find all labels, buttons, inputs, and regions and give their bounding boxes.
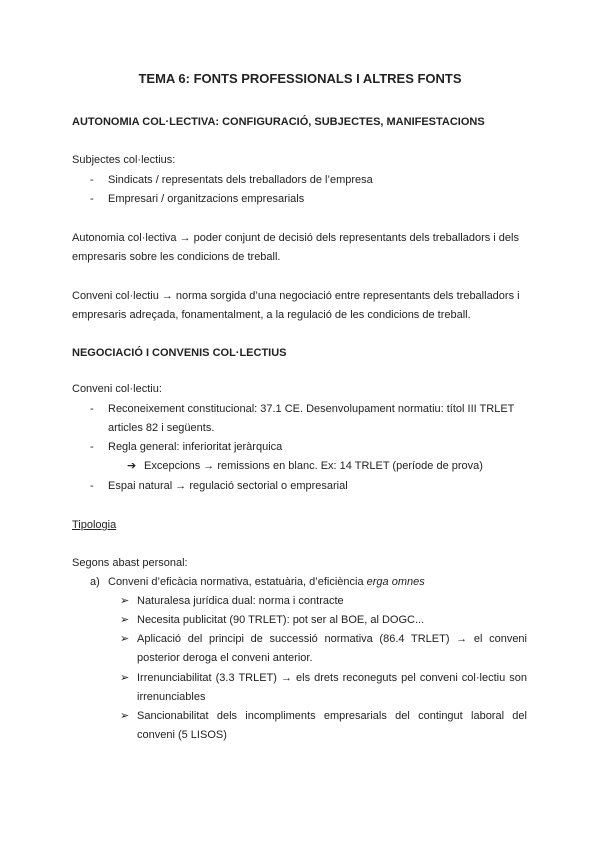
sub-list-item — [127, 457, 537, 477]
sub-list-item-text: Irrenunciabilitat (3.3 TRLET) → els drets reconeguts pel conveni col·lectiu son — [137, 672, 527, 684]
sub-list-item-text: Sancionabilitat dels incompliments empresarials del contingut laboral del — [137, 710, 527, 722]
list-item — [90, 438, 540, 458]
autonomia-paragraph-line2: empresaris sobre les condicions de treball. — [72, 251, 281, 263]
segons-intro: Segons abast personal: — [72, 557, 188, 569]
dash-marker: - — [90, 174, 94, 186]
conveni-paragraph-line1: Conveni col·lectiu → norma sorgida d’una negociació entre representants dels treballadors i — [72, 290, 520, 302]
list-item-text-cont: articles 82 i següents. — [108, 422, 215, 434]
sub-list-item — [120, 707, 540, 747]
conveni-intro: Conveni col·lectiu: — [72, 383, 162, 395]
section-heading-negociacio: NEGOCIACIÓ I CONVENIS COL·LECTIUS — [72, 347, 287, 359]
sub-list-item — [120, 611, 540, 631]
section-heading-autonomia: AUTONOMIA COL·LECTIVA: CONFIGURACIÓ, SUBJECTES, MANIFESTACIONS — [72, 116, 485, 128]
sub-list-item — [120, 592, 540, 612]
sub-list-item-text: Naturalesa jurídica dual: norma i contracte — [137, 595, 344, 607]
letter-marker: a) — [90, 576, 100, 588]
arrow-bullet-icon: ➔ — [127, 460, 137, 472]
lettered-item-a — [90, 573, 540, 593]
dash-marker: - — [90, 441, 94, 453]
list-item — [90, 190, 540, 210]
dash-marker: - — [90, 480, 94, 492]
subjects-intro: Subjectes col·lectius: — [72, 154, 176, 166]
dash-marker: - — [90, 403, 94, 415]
conveni-paragraph-line2: empresaris adreçada, fonamentalment, a la regulació de les condicions de treball. — [72, 309, 471, 321]
list-item-text: Regla general: inferioritat jeràrquica — [108, 441, 283, 453]
list-item — [90, 477, 540, 497]
list-item-text: Sindicats / representats dels treballadors de l’empresa — [108, 174, 373, 186]
list-item-text: Empresari / organitzacions empresarials — [108, 193, 305, 205]
page-title: TEMA 6: FONTS PROFESSIONALS I ALTRES FONTS — [138, 71, 462, 86]
chevron-bullet-icon: ➢ — [120, 633, 130, 645]
sub-list-item-text: Aplicació del principi de successió normativa (86.4 TRLET) → el conveni — [137, 633, 527, 645]
sub-list-item-text: Necesita publicitat (90 TRLET): pot ser al BOE, al DOGC... — [137, 614, 425, 626]
subsection-tipologia: Tipologia — [72, 519, 117, 531]
sub-list-item-text: Excepcions → remissions en blanc. Ex: 14 TRLET (període de prova) — [144, 460, 483, 472]
lettered-item-text — [108, 573, 425, 593]
list-item — [90, 171, 540, 191]
chevron-bullet-icon: ➢ — [120, 672, 130, 684]
chevron-bullet-icon: ➢ — [120, 614, 130, 626]
list-item-text: Espai natural → regulació sectorial o empresarial — [108, 480, 348, 492]
lettered-item-text-main: Conveni d’eficàcia normativa, estatuària, d’eficiència — [108, 576, 367, 588]
sub-list-item-text-cont: posterior deroga el conveni anterior. — [137, 652, 313, 664]
sub-list-item-text-cont: irrenunciables — [137, 691, 206, 703]
sub-list-item-text-cont: conveni (5 LISOS) — [137, 729, 227, 741]
sub-list-item — [120, 669, 540, 709]
sub-list-item — [120, 630, 540, 670]
chevron-bullet-icon: ➢ — [120, 710, 130, 722]
autonomia-paragraph-line1: Autonomia col·lectiva → poder conjunt de decisió dels representants dels treballadors i dels — [72, 232, 519, 244]
list-item — [90, 400, 540, 440]
lettered-item-text-italic: erga omnes — [366, 576, 425, 588]
dash-marker: - — [90, 193, 94, 205]
list-item-text: Reconeixement constitucional: 37.1 CE. Desenvolupament normatiu: títol III TRLET — [108, 403, 515, 415]
chevron-bullet-icon: ➢ — [120, 595, 130, 607]
